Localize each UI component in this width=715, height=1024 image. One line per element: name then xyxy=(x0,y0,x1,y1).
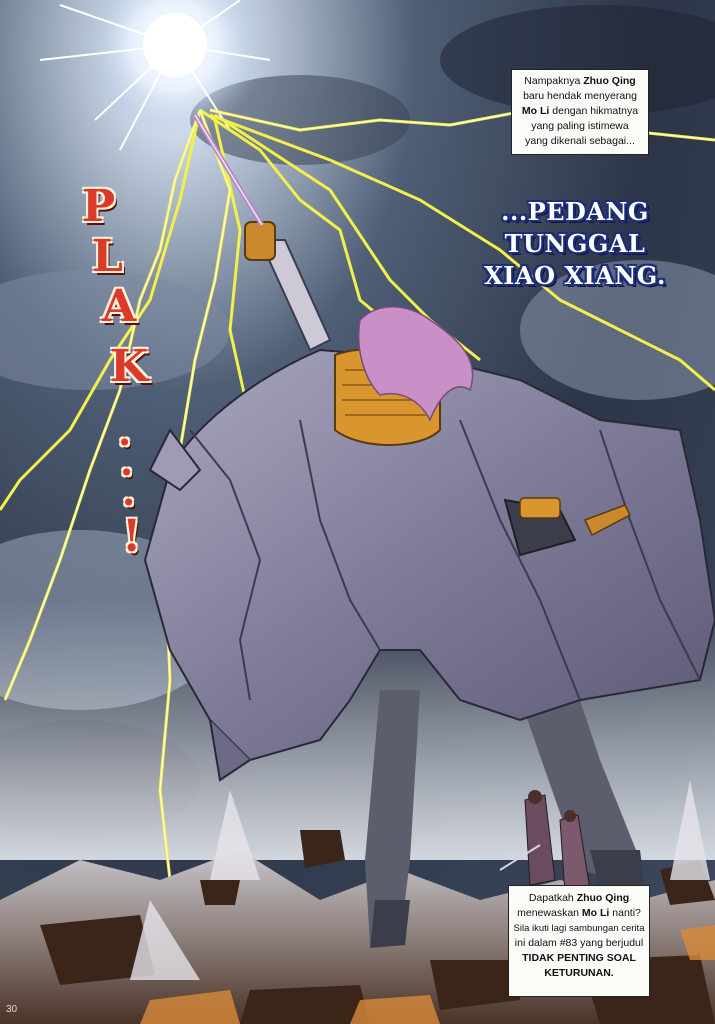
next-issue-title: KETURUNAN. xyxy=(544,967,614,979)
next-issue-title: TIDAK PENTING SOAL xyxy=(522,952,636,964)
caption-text: nanti? xyxy=(612,907,641,919)
sfx-letter: ! xyxy=(122,511,142,562)
character-name-mo-li: Mo Li xyxy=(581,907,610,919)
hero-gauntlet xyxy=(245,222,275,260)
technique-title-line: TUNGGAL xyxy=(504,229,646,258)
caption-text: Dapatkah xyxy=(528,892,574,904)
sfx-letter: K xyxy=(110,341,149,392)
caption-text: ini dalam #83 yang berjudul xyxy=(514,937,644,949)
page-number: 30 xyxy=(6,1004,18,1015)
character-name-zhuo-qing: Zhuo Qing xyxy=(583,75,636,87)
caption-text: yang paling istimewa xyxy=(531,120,629,132)
sfx-letter: P xyxy=(82,181,116,232)
caption-text: menewaskan xyxy=(517,907,579,919)
narration-caption-bottom xyxy=(508,885,650,997)
technique-title-line: ...PEDANG xyxy=(501,197,649,226)
sfx-letter: . xyxy=(118,409,132,454)
caption-text: Sila ikuti lagi sambungan cerita xyxy=(513,923,645,934)
technique-title xyxy=(470,196,680,292)
technique-title-line: XIAO XIANG. xyxy=(484,261,666,290)
sfx-letter: . xyxy=(120,439,134,484)
sfx-letter: . xyxy=(122,469,136,514)
caption-text: baru hendak menyerang xyxy=(523,90,637,102)
character-name-zhuo-qing: Zhuo Qing xyxy=(576,892,630,904)
character-name-mo-li: Mo Li xyxy=(521,105,550,117)
caption-text: Nampaknya xyxy=(524,75,581,87)
sfx-letter: L xyxy=(92,231,123,282)
sfx-letter: A xyxy=(102,281,137,332)
caption-text: yang dikenali sebagai... xyxy=(525,135,635,147)
caption-text: dengan hikmatnya xyxy=(552,105,639,117)
narration-caption-top xyxy=(511,69,649,155)
